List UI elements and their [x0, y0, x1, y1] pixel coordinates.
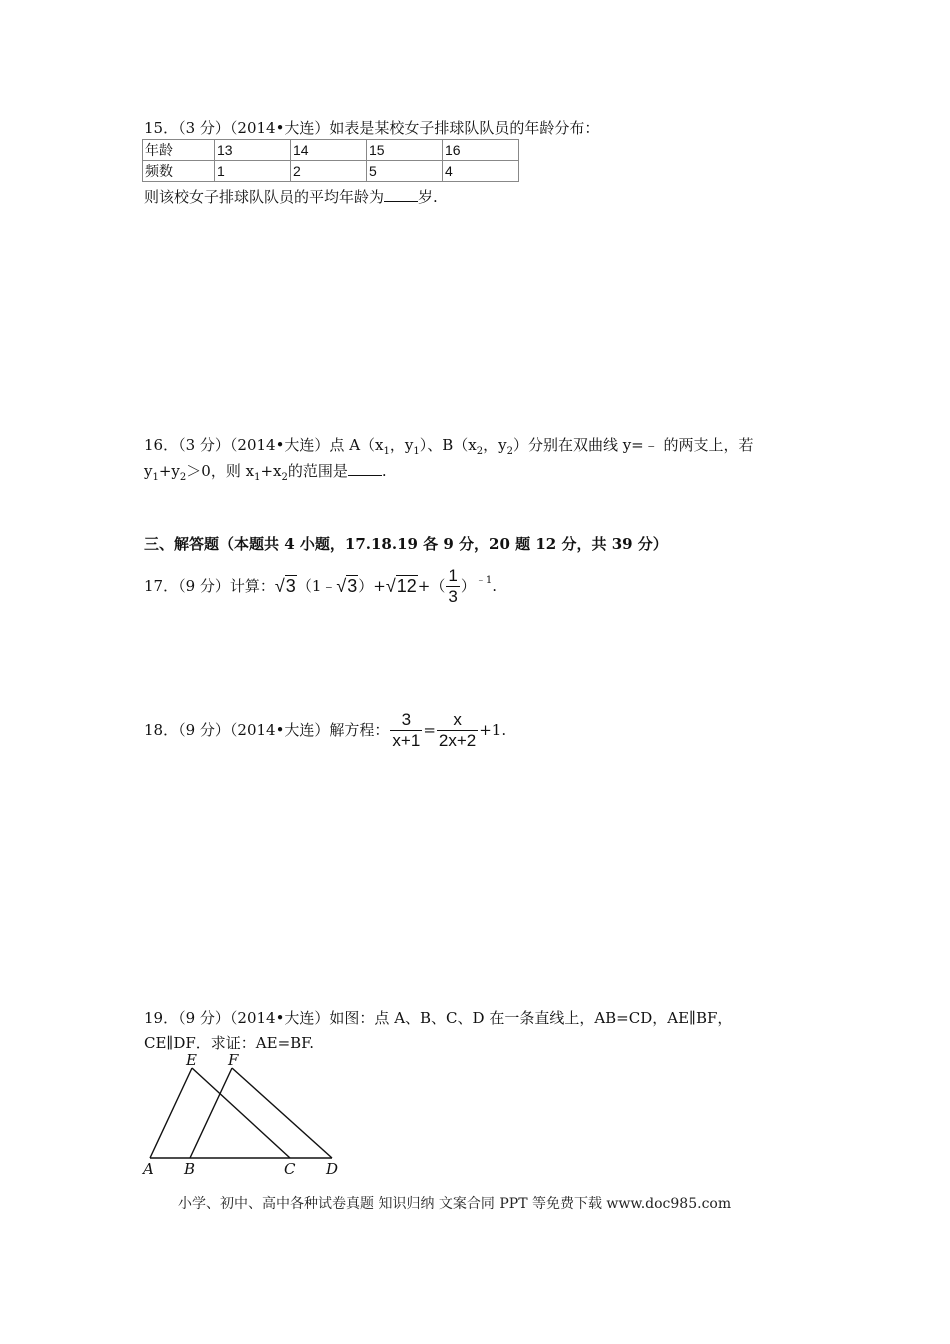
q17-text: （1﹣: [296, 577, 337, 595]
q16-text: +x: [260, 462, 282, 480]
segment-FD: [232, 1068, 332, 1158]
label-C: C: [284, 1160, 296, 1177]
q17-text: ）: [460, 577, 476, 595]
table-cell: 年龄: [143, 140, 215, 161]
q16-text: ＞0，则 x: [186, 462, 255, 480]
subscript: 2: [476, 446, 484, 457]
table-cell: 5: [367, 161, 443, 182]
subscript: 1: [254, 472, 261, 483]
q19-line1: 19．（9 分）（2014•大连）如图：点 A、B、C、D 在一条直线上，AB=CD，AE∥BF，: [144, 1009, 733, 1027]
label-A: A: [143, 1160, 154, 1177]
fraction: [390, 710, 422, 751]
geometry-figure: [140, 1052, 350, 1177]
answer-blank: [348, 461, 382, 476]
q16-text: ，y: [483, 436, 507, 454]
footer-watermark-text: 小学、初中、高中各种试卷真题 知识归纳 文案合同 PPT 等免费下载 www.doc985.com: [178, 1196, 732, 1212]
table-cell: 13: [215, 140, 291, 161]
sqrt-expression: √3: [274, 576, 296, 596]
answer-blank: [384, 187, 418, 202]
q15-prompt: [144, 117, 599, 139]
q15-unit: 岁.: [418, 188, 438, 206]
fraction: [446, 566, 459, 607]
sqrt-expression: √3: [336, 576, 358, 596]
q17-text: ）+: [358, 577, 386, 595]
subscript: 2: [179, 472, 187, 483]
table-cell: 15: [367, 140, 443, 161]
q18-text: 18．（9 分）（2014•大连）解方程：: [144, 721, 390, 739]
label-B: B: [184, 1160, 196, 1177]
q16-text: ，y: [389, 436, 414, 454]
table-row: [143, 161, 519, 182]
q16-text: y: [144, 462, 153, 480]
table-cell: 14: [291, 140, 367, 161]
subscript: 1: [413, 446, 420, 457]
section-heading: 三、解答题（本题共 4 小题，17.18.19 各 9 分，20 题 12 分，共 39 分）: [144, 535, 668, 553]
radicand: 3: [347, 576, 358, 596]
segment-AE: [150, 1068, 192, 1158]
age-distribution-table: [142, 139, 519, 182]
table-cell: 1: [215, 161, 291, 182]
q16-text: ）、B（x: [419, 436, 477, 454]
exponent: ﹣1: [475, 575, 493, 586]
q17-text: .: [492, 577, 497, 595]
denominator: 3: [448, 586, 458, 606]
table-row: [143, 140, 519, 161]
q17-text: +（: [417, 577, 446, 595]
q16-line2: [144, 460, 387, 489]
numerator: x: [453, 709, 462, 729]
sqrt-expression: √12: [385, 576, 417, 596]
q19-line2: CE∥DF．求证：AE=BF.: [144, 1034, 315, 1052]
q16-text: ）分别在双曲线 y=﹣ 的两支上，若: [512, 436, 754, 454]
q15-text: 15．（3 分）（2014•大连）如表是某校女子排球队队员的年龄分布：: [144, 119, 600, 137]
q16-text: 的范围是: [287, 462, 348, 480]
radicand: 12: [396, 576, 417, 596]
q16-text: .: [381, 462, 387, 480]
segment-BF: [190, 1068, 232, 1158]
q15-question-text: 则该校女子排球队队员的平均年龄为: [144, 188, 385, 206]
q18: [144, 708, 506, 752]
table-cell: 2: [291, 161, 367, 182]
q16-text: 16．（3 分）（2014•大连）点 A（x: [144, 436, 384, 454]
q17-text: 17．（9 分）计算：: [144, 577, 275, 595]
subscript: 2: [506, 446, 513, 457]
q15-question: [144, 186, 438, 208]
numerator: 1: [448, 565, 458, 585]
label-F: F: [228, 1052, 239, 1069]
q18-text: +1.: [479, 721, 507, 739]
table-cell: 4: [443, 161, 519, 182]
equals-sign: =: [423, 721, 436, 739]
label-D: D: [326, 1160, 339, 1177]
table-cell: 频数: [143, 161, 215, 182]
subscript: 1: [383, 446, 390, 457]
radicand: 3: [285, 576, 296, 596]
table-cell: 16: [443, 140, 519, 161]
subscript: 2: [281, 472, 288, 483]
segment-EC: [192, 1068, 290, 1158]
subscript: 1: [152, 472, 159, 483]
denominator: 2x+2: [438, 730, 477, 750]
q17: [144, 566, 497, 606]
denominator: x+1: [392, 730, 421, 750]
fraction: [437, 710, 478, 751]
numerator: 3: [401, 709, 412, 729]
label-E: E: [186, 1052, 197, 1069]
q16-text: +y: [158, 462, 180, 480]
q16-line1: [144, 434, 754, 463]
